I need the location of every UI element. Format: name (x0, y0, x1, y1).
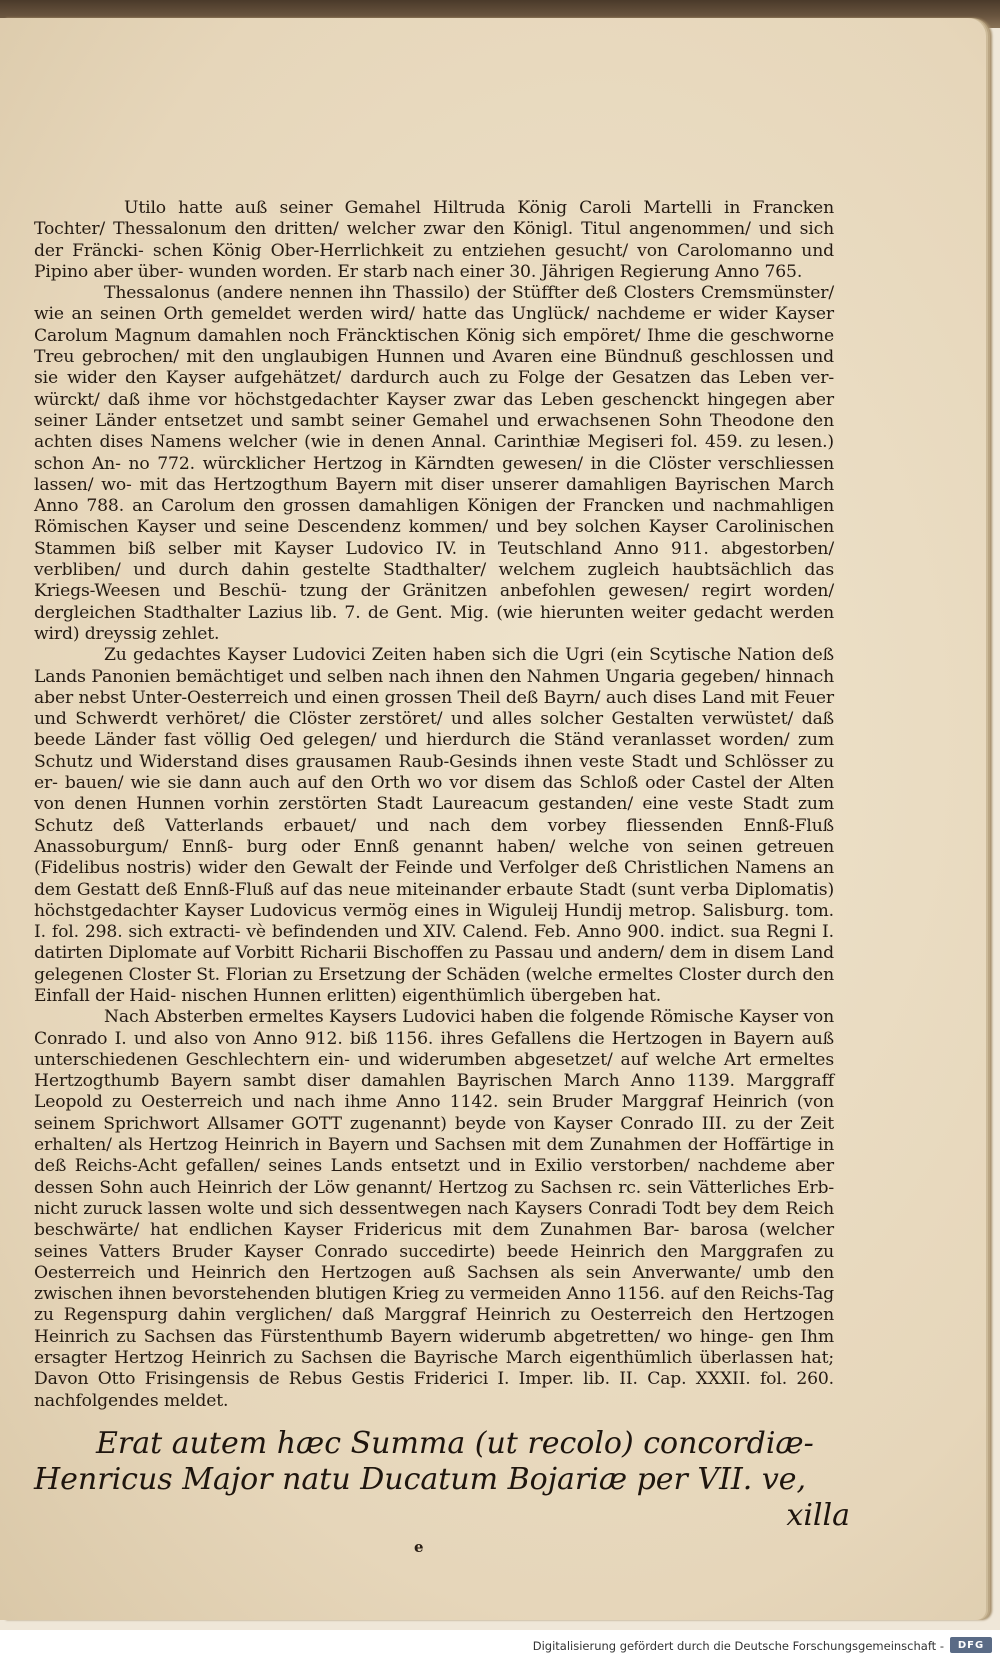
dfg-logo-icon[interactable]: DFG (950, 1637, 992, 1653)
paragraph-4: Nach Absterben ermeltes Kaysers Ludovici haben die folgende Römische Kayser von Conrado I. und also von Anno 912. biß 1156. ihres Gefallens die Hertzogen in Bayern auß unterschiedenen Geschlechtern ein- und widerumben abgesetzet/ auf welche Art ermeltes Hertzogthumb Bayern sambt diser damahlen Bayrischen March Anno 1139. Marggraff Leopold zu Oesterreich und nach ihme Anno 1142. sein Bruder Marggraf Heinrich (von seinem Sprichwort Allsamer GOTT zugenannt) beyde von Kayser Conrado III. zu der Zeit erhalten/ als Hertzog Heinrich in Bayern und Sachsen mit dem Zunahmen der Hoffärtige in deß Reichs-Acht gefallen/ seines Lands entsetzt und in Exilio verstorben/ nachdeme aber dessen Sohn auch Heinrich der Löw genannt/ Hertzog zu Sachsen rc. sein Vätterliches Erb- nicht zuruck lassen wolte und sich dessentwegen nach Kaysers Conradi Todt bey dem Reich beschwärte/ hat endlichen Kayser Fridericus mit dem Zunahmen Bar- barosa (welcher seines Vatters Bruder Kayser Conrado succedirte) beede Heinrich den Marggrafen zu Oesterreich und Heinrich den Hertzogen auß Sachsen als sein Anverwante/ umb den zwischen ihnen bevorstehenden blutigen Krieg zu vermeiden Anno 1156. auf den Reichs-Tag zu Regenspurg dahin verglichen/ daß Marggraf Heinrich zu Oesterreich den Hertzogen Heinrich zu Sachsen das Fürstenthumb Bayern widerumb abgetretten/ wo hinge- gen Ihm ersagter Hertzog Heinrich zu Sachsen die Bayrische March eigenthümlich überlassen hat; Davon Otto Frisingensis de Rebus Gestis Friderici I. Imper. lib. II. Cap. XXXII. fol. 260. nachfolgendes meldet. (34, 1007, 834, 1411)
document-page (0, 18, 986, 1620)
signature-mark: e (414, 1538, 424, 1556)
paragraph-1: Utilo hatte auß seiner Gemahel Hiltruda König Caroli Martelli in Francken Tochter/ Thessalonum den dritten/ welcher zwar den Königl. Titul angenommen/ und sich der Fräncki- schen König Ober-Herrlichkeit zu entziehen gesucht/ von Carolomanno und Pipino aber über- wunden worden. Er starb nach einer 30. Jährigen Regierung Anno 765. (34, 198, 834, 282)
latin-quote (34, 1426, 864, 1534)
paragraph-3: Zu gedachtes Kayser Ludovici Zeiten haben sich die Ugri (ein Scytische Nation deß Lands Panonien bemächtiget und selben nach ihnen den Nahmen Ungaria gegeben/ hinnach aber nebst Unter-Oesterreich und einen grossen Theil deß Bayrn/ auch dises Land mit Feuer und Schwerdt verhöret/ die Clöster zerstöret/ und alles solcher Gestalten verwüstet/ daß beede Länder fast völlig Oed gelegen/ und hierdurch die Ständ veranlasset worden/ zum Schutz und Widerstand dises grausamen Raub-Gesinds ihnen veste Stadt und Schlösser zu er- bauen/ wie sie dann auch auf den Orth wo vor disem das Schloß oder Castel der Alten von denen Hunnen vorhin zerstörten Stadt Laureacum gestanden/ eine veste Stadt zum Schutz deß Vatterlands erbauet/ und nach dem vorbey fliessenden Ennß-Fluß Anassoburgum/ Ennß- burg oder Ennß genannt haben/ welche von seinen getreuen (Fidelibus nostris) wider den Gewalt der Feinde und Verfolger deß Christlichen Namens an dem Gestatt deß Ennß-Fluß auf das neue miteinander erbaute Stadt (sunt verba Diplomatis) höchstgedachter Kayser Ludovicus vermög eines in Wiguleij Hundij metrop. Salisburg. tom. I. fol. 298. sich extracti- vè befindenden und XIV. Calend. Feb. Anno 900. indict. sua Regni I. datirten Diplomate auf Vorbitt Richarii Bischoffen zu Passau und andern/ dem in disem Land gelegenen Closter St. Florian zu Ersetzung der Schäden (welche ermeltes Closter durch den Einfall der Haid- nischen Hunnen erlitten) eigenthümlich übergeben hat. (34, 645, 834, 1006)
latin-line-2: Henricus Major natu Ducatum Bojariæ per VII. ve, (34, 1462, 807, 1497)
footer-credit: Digitalisierung gefördert durch die Deutsche Forschungsgemeinschaft - (532, 1639, 944, 1653)
latin-line-1: Erat autem hæc Summa (ut recolo) concordiæ- (96, 1426, 814, 1461)
footer-bar (0, 1630, 1000, 1662)
body-text (34, 198, 834, 1412)
catchword: xilla (786, 1498, 850, 1533)
paragraph-2: Thessalonus (andere nennen ihn Thassilo) der Stüffter deß Closters Cremsmünster/ wie an seinen Orth gemeldet werden wird/ hatte das Unglück/ nachdeme er wider Kayser Carolum Magnum damahlen noch Fräncktischen König sich empöret/ Ihme die geschworne Treu gebrochen/ mit den unglaubigen Hunnen und Avaren eine Bündnuß geschlossen und sie wider den Kayser aufgehätzet/ dardurch auch zu Folge der Gesatzen das Leben ver- würckt/ daß ihme vor höchstgedachter Kayser zwar das Leben geschenckt hingegen aber seiner Länder entsetzet und sambt seiner Gemahel und erwachsenen Sohn Theodone den achten dises Namens welcher (wie in denen Annal. Carinthiæ Megiseri fol. 459. zu lesen.) schon An- no 772. würcklicher Hertzog in Kärndten gewesen/ in die Clöster verschliessen lassen/ wo- mit das Hertzogthum Bayern mit diser unserer damahligen Bayrischen March Anno 788. an Carolum den grossen damahligen Königen der Francken und nachmahligen Römischen Kayser und seine Descendenz kommen/ und bey solchen Kayser Carolinischen Stammen biß selber mit Kayser Ludovico IV. in Teutschland Anno 911. abgestorben/ verbliben/ und durch dahin gestelte Stadthalter/ welchem zugleich haubtsächlich das Kriegs-Weesen und Beschü- tzung der Gränitzen anbefohlen gewesen/ regirt worden/ dergleichen Stadthalter Lazius lib. 7. de Gent. Mig. (wie hierunten weiter gedacht werden wird) dreyssig zehlet. (34, 283, 834, 644)
